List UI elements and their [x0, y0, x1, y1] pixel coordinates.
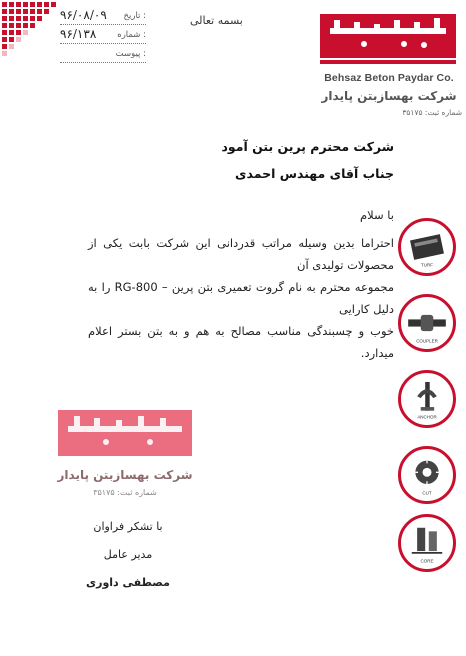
- attachment-row: [60, 46, 146, 63]
- letter-meta: [60, 8, 146, 65]
- body-line: احتراما بدین وسیله مراتب قدردانی این شرکت بابت یکی از محصولات تولیدی آن: [88, 236, 394, 272]
- date-label: تاریخ :: [123, 11, 146, 21]
- number-row: [60, 27, 146, 44]
- recipient-company: شرکت محترم پرین بتن آمود: [221, 139, 394, 154]
- cut-icon: [398, 446, 456, 504]
- icon-label: COUPLER: [416, 338, 438, 344]
- signature-title: مدیر عامل: [103, 548, 153, 561]
- grout-icon: [398, 218, 456, 276]
- greeting: با سلام: [360, 208, 394, 222]
- pixel-grid-decoration: [0, 0, 60, 58]
- service-icons: [398, 218, 458, 578]
- recipient-person: جناب آقای مهندس احمدی: [235, 166, 394, 181]
- company-brand: [316, 14, 462, 122]
- stamp-registration: شماره ثبت: ۳۵۱۷۵: [93, 488, 157, 497]
- bismillah: بسمه تعالی: [190, 14, 243, 27]
- date-row: [60, 8, 146, 25]
- body-line: مجموعه محترم به نام گروت تعمیری بتن پرین – RG-800 را به دلیل کارایی: [88, 280, 394, 316]
- body-line: خوب و چسبندگی مناسب مصالح به هم و به بتن بستر اعلام میدارد.: [88, 324, 394, 360]
- signature-name: مصطفی داوری: [86, 576, 170, 589]
- letter-body: [88, 232, 394, 364]
- icon-label: CORE: [420, 558, 434, 564]
- signature-thanks: با تشکر فراوان: [93, 520, 163, 533]
- company-name-fa: شرکت بهسازبتن پایدار: [321, 89, 457, 103]
- stamp-logo: [58, 408, 192, 464]
- company-registration: شماره ثبت: ۳۵۱۷۵: [402, 108, 462, 117]
- number-label: شماره :: [117, 30, 146, 40]
- company-name-en: Behsaz Beton Paydar Co.: [324, 72, 454, 84]
- icon-label: ANCHOR: [417, 414, 437, 420]
- stamp-company-name: شرکت بهسازبتن پایدار: [57, 468, 193, 482]
- company-logo: [320, 14, 456, 66]
- core-icon: [398, 514, 456, 572]
- coupler-icon: [398, 294, 456, 352]
- company-stamp: [50, 408, 200, 508]
- attachment-label: پیوست :: [115, 49, 146, 59]
- icon-label: TURF: [421, 262, 433, 268]
- number-value: ۹۶/۱۳۸: [60, 27, 97, 41]
- anchor-icon: [398, 370, 456, 428]
- icon-label: CUT: [422, 490, 432, 496]
- date-value: ۹۶/۰۸/۰۹: [60, 8, 107, 22]
